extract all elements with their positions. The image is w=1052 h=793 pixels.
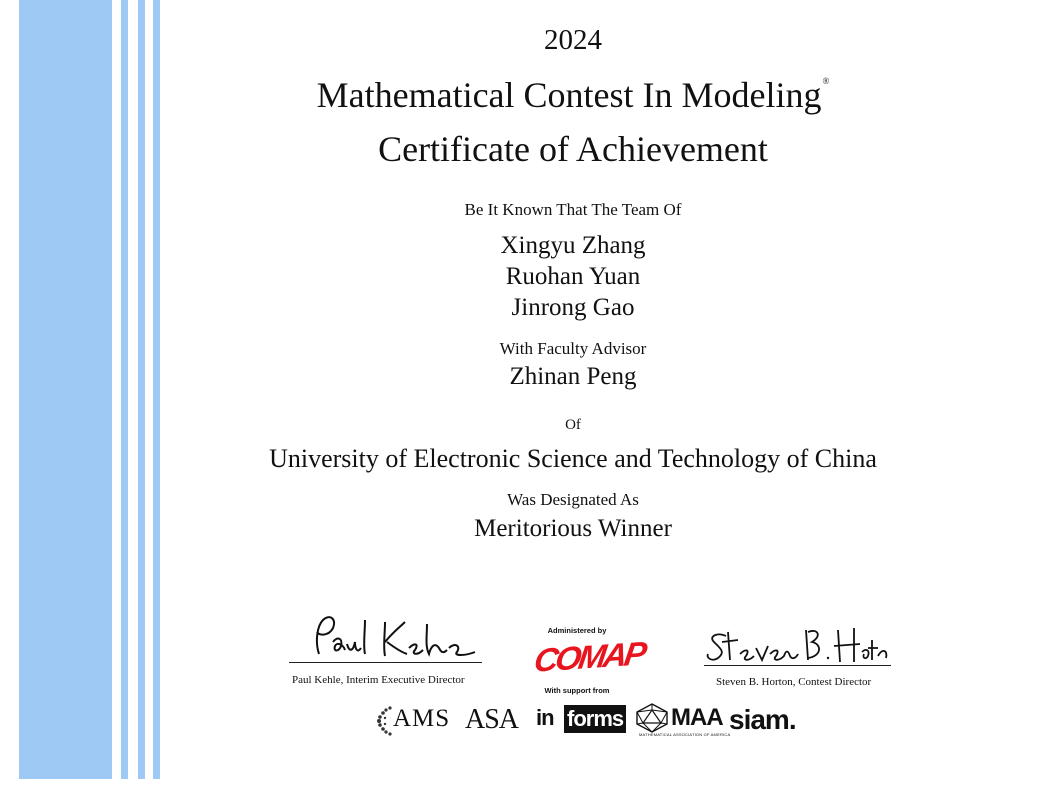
sponsor-logos — [376, 700, 816, 740]
certificate-title: Certificate of Achievement — [378, 129, 768, 169]
designation-award: Meritorious Winner — [474, 515, 672, 542]
maa-icosahedron-icon — [635, 703, 669, 733]
designation-label: Was Designated As — [507, 490, 639, 509]
ams-logo-text: AMS — [393, 705, 451, 732]
ams-dots-icon — [376, 705, 394, 737]
signature-line-right — [704, 665, 891, 666]
informs-logo-text-b: forms — [564, 705, 626, 733]
signature-steven-horton — [704, 622, 891, 668]
with-support-text: With support from — [544, 686, 610, 695]
signature-caption-left: Paul Kehle, Interim Executive Director — [292, 674, 465, 686]
of-label: Of — [565, 417, 581, 433]
institution-name: University of Electronic Science and Technology of China — [269, 444, 877, 473]
left-stripe-thin-3 — [153, 0, 160, 779]
signature-caption-right: Steven B. Horton, Contest Director — [716, 676, 872, 688]
certificate-year: 2024 — [544, 24, 602, 56]
comap-block — [531, 624, 647, 696]
contest-name-text: Mathematical Contest In Modeling — [316, 75, 822, 115]
advisor-label: With Faculty Advisor — [499, 339, 647, 358]
asa-logo: ASA — [465, 704, 519, 735]
registered-mark: ® — [822, 76, 830, 86]
team-member-2: Ruohan Yuan — [505, 263, 641, 290]
signature-line-left — [289, 662, 482, 663]
contest-name — [160, 74, 986, 116]
team-member-1: Xingyu Zhang — [500, 232, 646, 259]
advisor-name: Zhinan Peng — [509, 363, 637, 390]
siam-logo: siam. — [729, 704, 796, 735]
administered-by-text: Administered by — [547, 626, 607, 635]
informs-logo — [536, 700, 628, 740]
comap-logo: COMAP — [531, 634, 647, 679]
left-stripe-thin-1 — [121, 0, 128, 779]
ams-logo — [376, 700, 458, 740]
intro-text: Be It Known That The Team Of — [464, 200, 682, 219]
signature-paul-kehle — [289, 612, 482, 668]
left-stripe-thin-2 — [138, 0, 145, 779]
team-member-3: Jinrong Gao — [511, 294, 635, 321]
left-stripe-wide — [19, 0, 112, 779]
maa-logo-subtitle: MATHEMATICAL ASSOCIATION OF AMERICA — [639, 732, 731, 737]
maa-logo-text: MAA — [671, 704, 723, 731]
informs-logo-text-a: in — [536, 705, 554, 730]
